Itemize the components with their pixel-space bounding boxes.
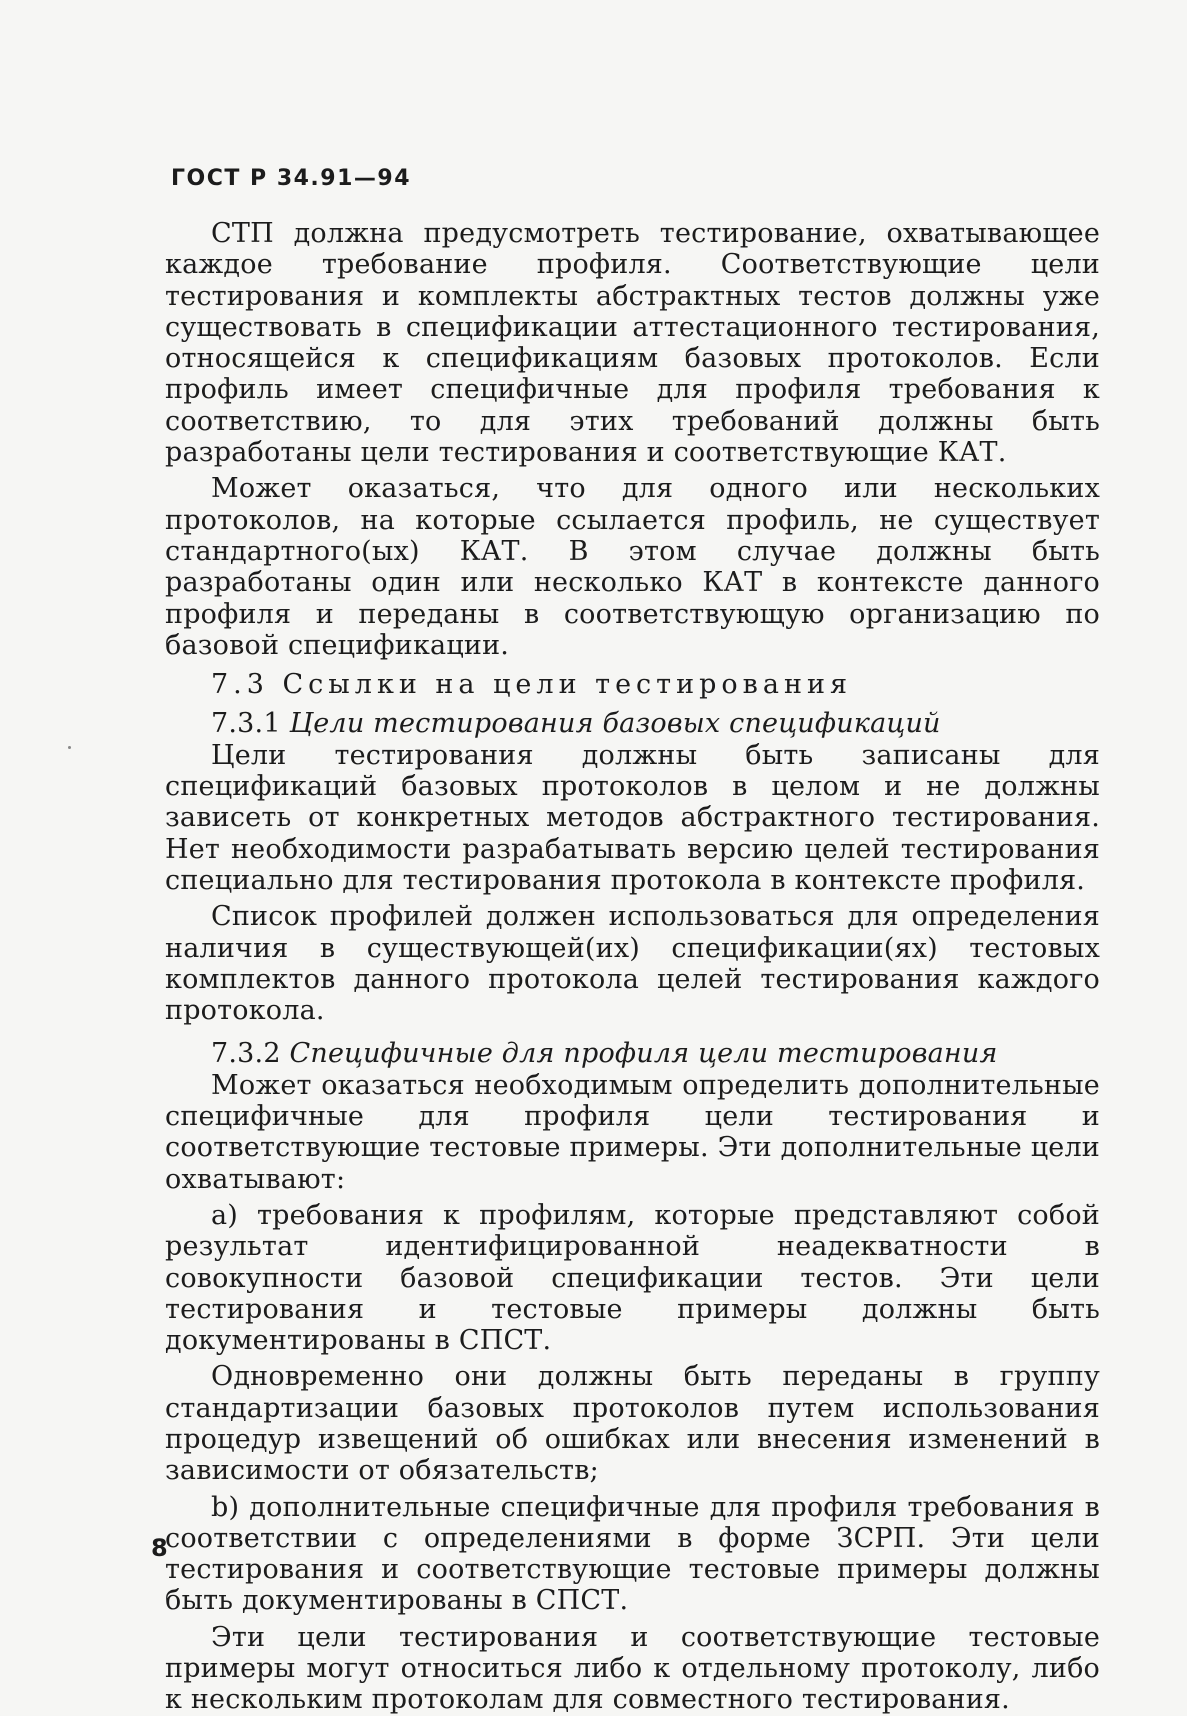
paragraph: Может оказаться необходимым определить дополнительные специфичные для профиля цели тестирования и соответствующие тестовые примеры. Эти дополнительные цели охватывают:	[165, 1069, 1100, 1195]
subsection-number: 7.3.2	[211, 1038, 281, 1070]
section-heading-7-3: 7.3 Ссылки на цели тестирования	[211, 669, 852, 701]
subsection-heading-7-3-2	[165, 1038, 1100, 1069]
paragraph: Цели тестирования должны быть записаны для спецификаций базовых протоколов в целом и не должны зависеть от конкретных методов абстрактного тестирования. Нет необходимости разрабатывать версию целей тестирования специально для тестирования протокола в контексте профиля.	[165, 739, 1100, 896]
document-body	[165, 218, 1100, 1716]
subsection-title: Специфичные для профиля цели тестирования	[289, 1038, 998, 1070]
subsection-title: Цели тестирования базовых спецификаций	[289, 708, 941, 740]
paragraph: Эти цели тестирования и соответствующие тестовые примеры могут относиться либо к отдельному протоколу, либо к нескольким протоколам для совместного тестирования.	[165, 1621, 1100, 1716]
subsection-heading-7-3-1	[165, 708, 1100, 739]
subsection-number: 7.3.1	[211, 708, 281, 740]
page-number: 8	[151, 1534, 168, 1562]
paragraph: Список профилей должен использоваться для определения наличия в существующей(их) спецификации(ях) тестовых комплектов данного протокола целей тестирования каждого протокола.	[165, 901, 1100, 1027]
paragraph: Одновременно они должны быть переданы в группу стандартизации базовых протоколов путем использования процедур извещений об ошибках или внесения изменений в зависимости от обязательств;	[165, 1361, 1100, 1487]
standard-header: ГОСТ Р 34.91—94	[171, 166, 412, 191]
paragraph: Может оказаться, что для одного или нескольких протоколов, на которые ссылается профиль, не существует стандартного(ых) КАТ. В этом случае должны быть разработаны один или несколько КАТ в контексте данного профиля и переданы в соответствующую организацию по базовой спецификации.	[165, 473, 1100, 661]
list-item-a: a) требования к профилям, которые представляют собой результат идентифицированной неадекватности в совокупности базовой спецификации тестов. Эти цели тестирования и тестовые примеры должны быть документированы в СПСТ.	[165, 1199, 1100, 1357]
list-item-b: b) дополнительные специфичные для профиля требования в соответствии с определениями в форме ЗСРП. Эти цели тестирования и соответствующие тестовые примеры должны быть документированы в СПСТ.	[165, 1491, 1100, 1617]
paragraph: СТП должна предусмотреть тестирование, охватывающее каждое требование профиля. Соответствующие цели тестирования и комплекты абстрактных тестов должны уже существовать в спецификации аттестационного тестирования, относящейся к спецификациям базовых протоколов. Если профиль имеет специфичные для профиля требования к соответствию, то для этих требований должны быть разработаны цели тестирования и соответствующие КАТ.	[165, 218, 1100, 469]
margin-mark	[68, 746, 71, 749]
